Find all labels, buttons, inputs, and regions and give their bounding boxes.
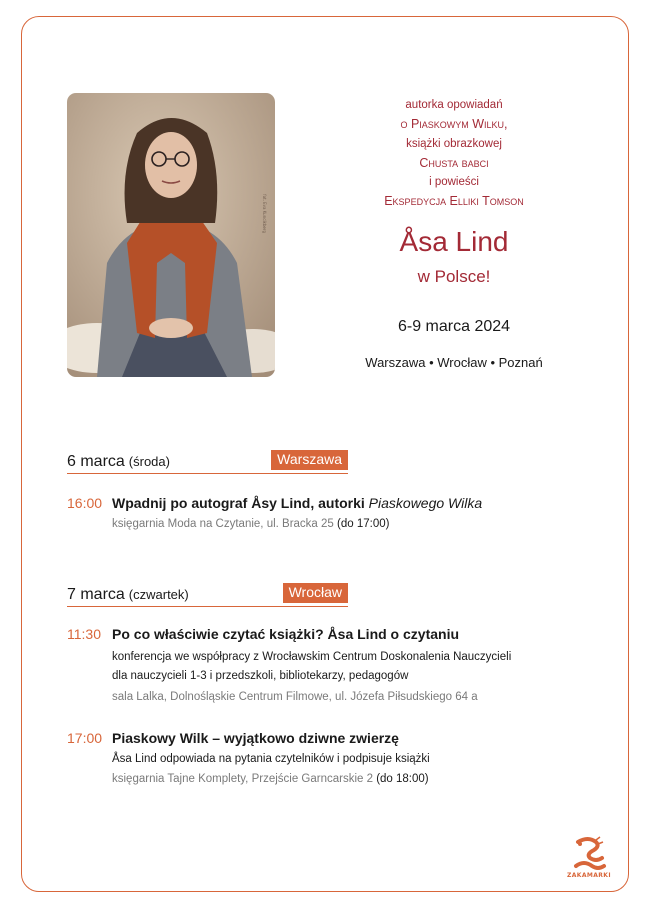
tour-dates: 6-9 marca 2024 — [397, 318, 511, 335]
weekday-label: (czwartek) — [128, 587, 189, 602]
event-venue: sala Lalka, Dolnośląskie Centrum Filmowe, ul. Józefa Piłsudskiego 64 a — [112, 691, 478, 703]
day-date — [67, 453, 170, 471]
photo-credit: fot. Eva Kuncikberg — [262, 194, 267, 233]
event-until: (do 17:00) — [337, 518, 390, 530]
event-venue — [112, 516, 389, 532]
day-header-7-march — [67, 584, 348, 607]
book-title: Ekspedycja Elliki Tomson — [384, 194, 524, 208]
intro-line: książki obrazkowej — [406, 138, 502, 150]
event-title-text: Wpadnij po autograf Åsy Lind, autorki — [112, 495, 369, 511]
day-header-6-march — [67, 451, 348, 474]
zakamarki-logo — [566, 836, 612, 884]
author-portrait-image — [67, 93, 275, 377]
logo-wordmark: ZAKAMARKI — [566, 872, 611, 879]
event-description: konferencja we współpracy z Wrocławskim Centrum Doskonalenia Nauczycieli — [112, 651, 512, 663]
event-title: Po co właściwie czytać książki? Åsa Lind o czytaniu — [112, 626, 460, 642]
intro-prefix: o — [400, 117, 411, 131]
book-title: Piaskowym Wilku, — [410, 117, 508, 131]
day-date — [67, 586, 189, 604]
author-intro — [332, 96, 576, 211]
book-title: Chusta babci — [419, 156, 489, 170]
event-title: Piaskowy Wilk – wyjątkowo dziwne zwierzę — [112, 730, 399, 746]
headline-sub: w Polsce! — [417, 267, 491, 286]
event-time: 11:30 — [67, 626, 101, 642]
event-time: 16:00 — [67, 495, 103, 511]
author-name: Åsa Lind — [399, 226, 509, 257]
city-badge: Warszawa — [271, 450, 348, 470]
dragon-logo-icon — [566, 836, 612, 872]
event-title — [112, 494, 482, 513]
event-until: (do 18:00) — [376, 773, 429, 785]
event-audience: dla nauczycieli 1-3 i przedszkoli, bibliotekarzy, pedagogów — [112, 670, 409, 682]
day-label: 7 marca — [67, 586, 125, 603]
author-photo — [67, 93, 275, 377]
intro-line: i powieści — [429, 176, 479, 188]
event-time: 17:00 — [67, 730, 103, 746]
intro-line: autorka opowiadań — [405, 99, 503, 111]
venue-text: księgarnia Moda na Czytanie, ul. Bracka 25 — [112, 518, 334, 530]
tour-cities: Warszawa • Wrocław • Poznań — [365, 355, 543, 370]
city-badge: Wrocław — [283, 583, 348, 603]
event-title-italic: Piaskowego Wilka — [368, 495, 483, 511]
event-venue — [112, 771, 429, 787]
headline — [332, 225, 576, 289]
intro-line — [332, 115, 576, 135]
event-description: Åsa Lind odpowiada na pytania czytelników i podpisuje książki — [112, 753, 430, 765]
weekday-label: (środa) — [128, 454, 170, 469]
venue-text: księgarnia Tajne Komplety, Przejście Garncarskie 2 — [112, 773, 373, 785]
day-label: 6 marca — [67, 453, 125, 470]
